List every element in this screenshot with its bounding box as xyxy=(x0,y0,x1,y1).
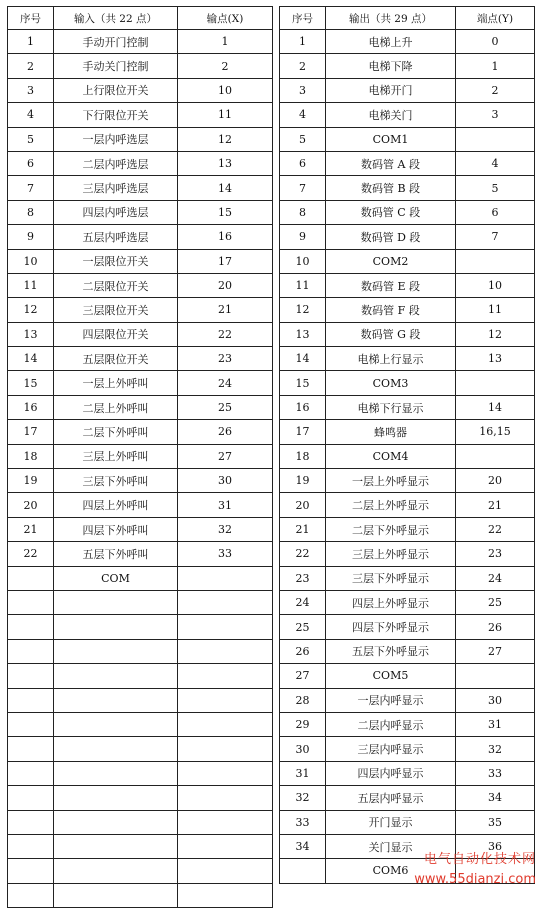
input-cell: 10 xyxy=(178,78,273,102)
input-table-row xyxy=(8,273,273,297)
input-header-cell: 序号 xyxy=(8,7,54,30)
input-cell: 22 xyxy=(178,322,273,346)
input-table-row xyxy=(8,761,273,785)
output-cell: 22 xyxy=(456,517,535,541)
output-cell: 三层内呼显示 xyxy=(326,737,456,761)
input-cell: 33 xyxy=(178,542,273,566)
output-cell: 一层上外呼显示 xyxy=(326,469,456,493)
output-header-cell: 端点(Y) xyxy=(456,7,535,30)
output-table-row xyxy=(280,30,535,54)
output-cell: 11 xyxy=(280,273,326,297)
output-table-row xyxy=(280,298,535,322)
output-cell xyxy=(456,664,535,688)
input-cell: 手动关门控制 xyxy=(54,54,178,78)
input-cell: 手动开门控制 xyxy=(54,30,178,54)
output-table-row xyxy=(280,737,535,761)
input-cell: 7 xyxy=(8,176,54,200)
input-cell: 二层上外呼叫 xyxy=(54,395,178,419)
output-cell: 28 xyxy=(280,688,326,712)
input-table-row xyxy=(8,615,273,639)
input-cell xyxy=(54,786,178,810)
input-table-row xyxy=(8,225,273,249)
input-cell: 11 xyxy=(178,103,273,127)
output-cell: 14 xyxy=(456,395,535,419)
output-cell: 31 xyxy=(456,712,535,736)
input-table-row xyxy=(8,859,273,883)
input-cell: 五层下外呼叫 xyxy=(54,542,178,566)
output-cell: 五层下外呼显示 xyxy=(326,639,456,663)
input-cell: 3 xyxy=(8,78,54,102)
input-cell xyxy=(178,615,273,639)
input-table xyxy=(7,6,273,908)
output-cell: 7 xyxy=(456,225,535,249)
input-cell: 12 xyxy=(8,298,54,322)
output-cell: COM5 xyxy=(326,664,456,688)
input-cell xyxy=(178,859,273,883)
output-cell: 电梯关门 xyxy=(326,103,456,127)
input-table-row xyxy=(8,395,273,419)
input-cell: 10 xyxy=(8,249,54,273)
input-cell: 15 xyxy=(178,200,273,224)
input-cell xyxy=(54,859,178,883)
output-cell: 26 xyxy=(456,615,535,639)
output-table-row xyxy=(280,639,535,663)
output-cell: 数码管 E 段 xyxy=(326,273,456,297)
input-cell: 三层内呼选层 xyxy=(54,176,178,200)
input-cell xyxy=(8,834,54,858)
output-cell: 32 xyxy=(456,737,535,761)
input-cell xyxy=(54,761,178,785)
output-cell: 25 xyxy=(280,615,326,639)
input-cell: COM xyxy=(54,566,178,590)
input-table-row xyxy=(8,371,273,395)
input-cell: 四层上外呼叫 xyxy=(54,493,178,517)
output-cell: 关门显示 xyxy=(326,834,456,858)
input-table-row xyxy=(8,737,273,761)
input-header-row xyxy=(8,7,273,30)
output-table-row xyxy=(280,395,535,419)
output-cell xyxy=(456,444,535,468)
input-cell: 13 xyxy=(178,151,273,175)
input-cell: 16 xyxy=(8,395,54,419)
input-table-row xyxy=(8,542,273,566)
input-cell: 27 xyxy=(178,444,273,468)
input-cell: 1 xyxy=(178,30,273,54)
input-cell xyxy=(8,688,54,712)
output-cell: 10 xyxy=(280,249,326,273)
output-table-row xyxy=(280,615,535,639)
input-table-row xyxy=(8,712,273,736)
output-cell: 数码管 C 段 xyxy=(326,200,456,224)
output-cell: 三层下外呼显示 xyxy=(326,566,456,590)
input-cell: 21 xyxy=(178,298,273,322)
input-cell xyxy=(178,761,273,785)
output-cell: COM4 xyxy=(326,444,456,468)
output-header-cell: 输出（共 29 点） xyxy=(326,7,456,30)
output-cell: 数码管 B 段 xyxy=(326,176,456,200)
input-cell: 一层内呼选层 xyxy=(54,127,178,151)
input-table-row xyxy=(8,810,273,834)
output-cell: 32 xyxy=(280,786,326,810)
input-cell: 1 xyxy=(8,30,54,54)
output-table-row xyxy=(280,566,535,590)
output-cell: 13 xyxy=(456,347,535,371)
output-cell: 二层下外呼显示 xyxy=(326,517,456,541)
output-table-row xyxy=(280,371,535,395)
input-cell xyxy=(178,737,273,761)
input-table-row xyxy=(8,103,273,127)
output-table-row xyxy=(280,225,535,249)
input-cell xyxy=(8,615,54,639)
output-cell: 电梯下降 xyxy=(326,54,456,78)
output-cell: 30 xyxy=(456,688,535,712)
input-cell xyxy=(178,639,273,663)
input-table-row xyxy=(8,517,273,541)
output-cell: 17 xyxy=(280,420,326,444)
input-table-row xyxy=(8,786,273,810)
input-cell xyxy=(178,883,273,907)
input-cell: 四层内呼选层 xyxy=(54,200,178,224)
input-table-row xyxy=(8,566,273,590)
output-table-row xyxy=(280,322,535,346)
output-table-row xyxy=(280,590,535,614)
output-cell: 24 xyxy=(456,566,535,590)
output-cell: 29 xyxy=(280,712,326,736)
input-cell: 20 xyxy=(178,273,273,297)
output-table-row xyxy=(280,273,535,297)
output-table-row xyxy=(280,493,535,517)
input-cell: 22 xyxy=(8,542,54,566)
input-cell: 5 xyxy=(8,127,54,151)
input-cell: 4 xyxy=(8,103,54,127)
output-table-row xyxy=(280,249,535,273)
input-cell: 15 xyxy=(8,371,54,395)
input-cell: 24 xyxy=(178,371,273,395)
output-cell: 一层内呼显示 xyxy=(326,688,456,712)
output-cell: 5 xyxy=(456,176,535,200)
output-cell: 2 xyxy=(456,78,535,102)
input-cell: 20 xyxy=(8,493,54,517)
output-cell: 12 xyxy=(456,322,535,346)
input-cell xyxy=(54,883,178,907)
output-cell: 34 xyxy=(280,834,326,858)
input-cell xyxy=(178,664,273,688)
output-table xyxy=(279,6,535,884)
input-cell xyxy=(8,566,54,590)
output-cell: 数码管 F 段 xyxy=(326,298,456,322)
watermark-title: 电气自动化技术网 xyxy=(423,852,536,867)
output-cell: 数码管 A 段 xyxy=(326,151,456,175)
output-table-row xyxy=(280,810,535,834)
output-cell: 四层内呼显示 xyxy=(326,761,456,785)
input-table-row xyxy=(8,347,273,371)
output-cell: 开门显示 xyxy=(326,810,456,834)
input-table-row xyxy=(8,834,273,858)
output-cell: 34 xyxy=(456,786,535,810)
input-cell xyxy=(54,688,178,712)
input-cell xyxy=(178,712,273,736)
output-cell: 电梯上行显示 xyxy=(326,347,456,371)
output-cell xyxy=(456,249,535,273)
output-cell xyxy=(456,127,535,151)
input-table-row xyxy=(8,54,273,78)
output-cell: 三层上外呼显示 xyxy=(326,542,456,566)
output-table-row xyxy=(280,176,535,200)
output-cell: 电梯下行显示 xyxy=(326,395,456,419)
output-cell: 6 xyxy=(280,151,326,175)
output-cell: COM2 xyxy=(326,249,456,273)
output-cell: 13 xyxy=(280,322,326,346)
output-cell: 16,15 xyxy=(456,420,535,444)
output-cell: 9 xyxy=(280,225,326,249)
input-table-row xyxy=(8,420,273,444)
output-table-row xyxy=(280,200,535,224)
input-cell: 13 xyxy=(8,322,54,346)
input-cell xyxy=(178,786,273,810)
output-cell: 0 xyxy=(456,30,535,54)
output-cell: 31 xyxy=(280,761,326,785)
output-cell: 36 xyxy=(456,834,535,858)
input-cell: 31 xyxy=(178,493,273,517)
input-cell: 一层上外呼叫 xyxy=(54,371,178,395)
output-table-row xyxy=(280,347,535,371)
input-cell xyxy=(8,590,54,614)
input-table-row xyxy=(8,176,273,200)
output-cell: 30 xyxy=(280,737,326,761)
output-table-row xyxy=(280,712,535,736)
input-cell: 三层上外呼叫 xyxy=(54,444,178,468)
output-cell: 8 xyxy=(280,200,326,224)
output-cell: 18 xyxy=(280,444,326,468)
output-cell: 7 xyxy=(280,176,326,200)
output-table-row xyxy=(280,469,535,493)
output-table-row xyxy=(280,664,535,688)
input-table-row xyxy=(8,493,273,517)
input-cell: 四层下外呼叫 xyxy=(54,517,178,541)
input-cell: 上行限位开关 xyxy=(54,78,178,102)
output-header-row xyxy=(280,7,535,30)
input-table-row xyxy=(8,127,273,151)
output-cell: 33 xyxy=(456,761,535,785)
input-cell: 26 xyxy=(178,420,273,444)
output-cell: COM1 xyxy=(326,127,456,151)
input-cell: 8 xyxy=(8,200,54,224)
output-cell: 11 xyxy=(456,298,535,322)
output-cell: 33 xyxy=(280,810,326,834)
output-table-row xyxy=(280,420,535,444)
input-cell: 一层限位开关 xyxy=(54,249,178,273)
input-cell xyxy=(54,712,178,736)
output-cell xyxy=(280,859,326,883)
output-table-row xyxy=(280,54,535,78)
input-cell xyxy=(178,566,273,590)
output-table-row xyxy=(280,103,535,127)
output-table-row xyxy=(280,517,535,541)
input-cell xyxy=(54,810,178,834)
output-header-cell: 序号 xyxy=(280,7,326,30)
input-cell xyxy=(8,883,54,907)
input-header-cell: 输点(X) xyxy=(178,7,273,30)
input-cell xyxy=(178,810,273,834)
input-cell xyxy=(178,834,273,858)
input-cell: 17 xyxy=(178,249,273,273)
input-cell xyxy=(8,786,54,810)
output-cell: 26 xyxy=(280,639,326,663)
input-table-row xyxy=(8,688,273,712)
input-cell: 18 xyxy=(8,444,54,468)
input-cell xyxy=(8,761,54,785)
input-cell: 14 xyxy=(8,347,54,371)
input-cell xyxy=(54,664,178,688)
output-cell: 数码管 D 段 xyxy=(326,225,456,249)
input-cell xyxy=(8,859,54,883)
input-cell: 17 xyxy=(8,420,54,444)
output-cell: 电梯开门 xyxy=(326,78,456,102)
output-table-row xyxy=(280,78,535,102)
input-cell: 21 xyxy=(8,517,54,541)
output-cell: 15 xyxy=(280,371,326,395)
input-cell: 16 xyxy=(178,225,273,249)
output-cell: 23 xyxy=(456,542,535,566)
input-table-row xyxy=(8,78,273,102)
input-table-row xyxy=(8,639,273,663)
input-cell: 三层下外呼叫 xyxy=(54,469,178,493)
output-table-row xyxy=(280,542,535,566)
output-cell: 5 xyxy=(280,127,326,151)
output-cell: 二层内呼显示 xyxy=(326,712,456,736)
output-cell: 10 xyxy=(456,273,535,297)
output-cell: 1 xyxy=(456,54,535,78)
input-cell: 二层限位开关 xyxy=(54,273,178,297)
input-table-row xyxy=(8,590,273,614)
input-cell: 25 xyxy=(178,395,273,419)
input-table-row xyxy=(8,322,273,346)
input-cell xyxy=(8,639,54,663)
output-cell xyxy=(456,371,535,395)
input-cell: 23 xyxy=(178,347,273,371)
input-cell: 四层限位开关 xyxy=(54,322,178,346)
input-table-row xyxy=(8,249,273,273)
output-cell: 16 xyxy=(280,395,326,419)
input-cell: 2 xyxy=(178,54,273,78)
output-cell: COM6 xyxy=(326,859,456,883)
input-cell xyxy=(54,590,178,614)
output-cell: 27 xyxy=(280,664,326,688)
input-cell: 6 xyxy=(8,151,54,175)
output-cell: 3 xyxy=(280,78,326,102)
input-cell: 三层限位开关 xyxy=(54,298,178,322)
output-cell: 20 xyxy=(456,469,535,493)
input-table-row xyxy=(8,200,273,224)
output-cell: 25 xyxy=(456,590,535,614)
input-table-row xyxy=(8,298,273,322)
input-cell: 32 xyxy=(178,517,273,541)
output-cell: 24 xyxy=(280,590,326,614)
input-cell: 14 xyxy=(178,176,273,200)
input-table-row xyxy=(8,469,273,493)
input-cell: 二层内呼选层 xyxy=(54,151,178,175)
input-cell xyxy=(54,834,178,858)
input-cell xyxy=(54,615,178,639)
input-cell: 30 xyxy=(178,469,273,493)
input-cell: 2 xyxy=(8,54,54,78)
input-cell xyxy=(8,664,54,688)
output-cell: COM3 xyxy=(326,371,456,395)
input-table-row xyxy=(8,151,273,175)
input-cell: 五层内呼选层 xyxy=(54,225,178,249)
output-cell: 6 xyxy=(456,200,535,224)
output-cell: 20 xyxy=(280,493,326,517)
input-table-row xyxy=(8,664,273,688)
output-cell: 数码管 G 段 xyxy=(326,322,456,346)
output-cell: 五层内呼显示 xyxy=(326,786,456,810)
output-cell: 22 xyxy=(280,542,326,566)
input-cell: 9 xyxy=(8,225,54,249)
output-cell: 23 xyxy=(280,566,326,590)
output-cell: 21 xyxy=(456,493,535,517)
output-cell: 电梯上升 xyxy=(326,30,456,54)
input-cell xyxy=(178,688,273,712)
output-cell: 2 xyxy=(280,54,326,78)
output-cell: 四层下外呼显示 xyxy=(326,615,456,639)
output-cell: 二层上外呼显示 xyxy=(326,493,456,517)
output-cell: 4 xyxy=(280,103,326,127)
input-cell xyxy=(8,810,54,834)
input-cell xyxy=(8,737,54,761)
output-cell: 21 xyxy=(280,517,326,541)
watermark-url: www.55dianzi.com xyxy=(414,872,536,887)
output-cell: 27 xyxy=(456,639,535,663)
input-cell: 19 xyxy=(8,469,54,493)
input-cell: 下行限位开关 xyxy=(54,103,178,127)
output-table-row xyxy=(280,688,535,712)
output-cell: 35 xyxy=(456,810,535,834)
output-cell: 四层上外呼显示 xyxy=(326,590,456,614)
output-table-row xyxy=(280,127,535,151)
input-cell xyxy=(178,590,273,614)
output-cell: 蜂鸣器 xyxy=(326,420,456,444)
output-cell: 19 xyxy=(280,469,326,493)
input-cell xyxy=(54,639,178,663)
output-table-row xyxy=(280,786,535,810)
input-header-cell: 输入（共 22 点） xyxy=(54,7,178,30)
output-cell: 12 xyxy=(280,298,326,322)
input-cell xyxy=(8,712,54,736)
output-cell: 4 xyxy=(456,151,535,175)
output-table-row xyxy=(280,151,535,175)
input-table-row xyxy=(8,883,273,907)
input-cell xyxy=(54,737,178,761)
input-table-row xyxy=(8,444,273,468)
output-cell: 14 xyxy=(280,347,326,371)
input-cell: 11 xyxy=(8,273,54,297)
output-table-row xyxy=(280,761,535,785)
input-cell: 五层限位开关 xyxy=(54,347,178,371)
input-cell: 12 xyxy=(178,127,273,151)
input-table-row xyxy=(8,30,273,54)
input-cell: 二层下外呼叫 xyxy=(54,420,178,444)
output-cell: 1 xyxy=(280,30,326,54)
output-table-row xyxy=(280,444,535,468)
output-cell: 3 xyxy=(456,103,535,127)
